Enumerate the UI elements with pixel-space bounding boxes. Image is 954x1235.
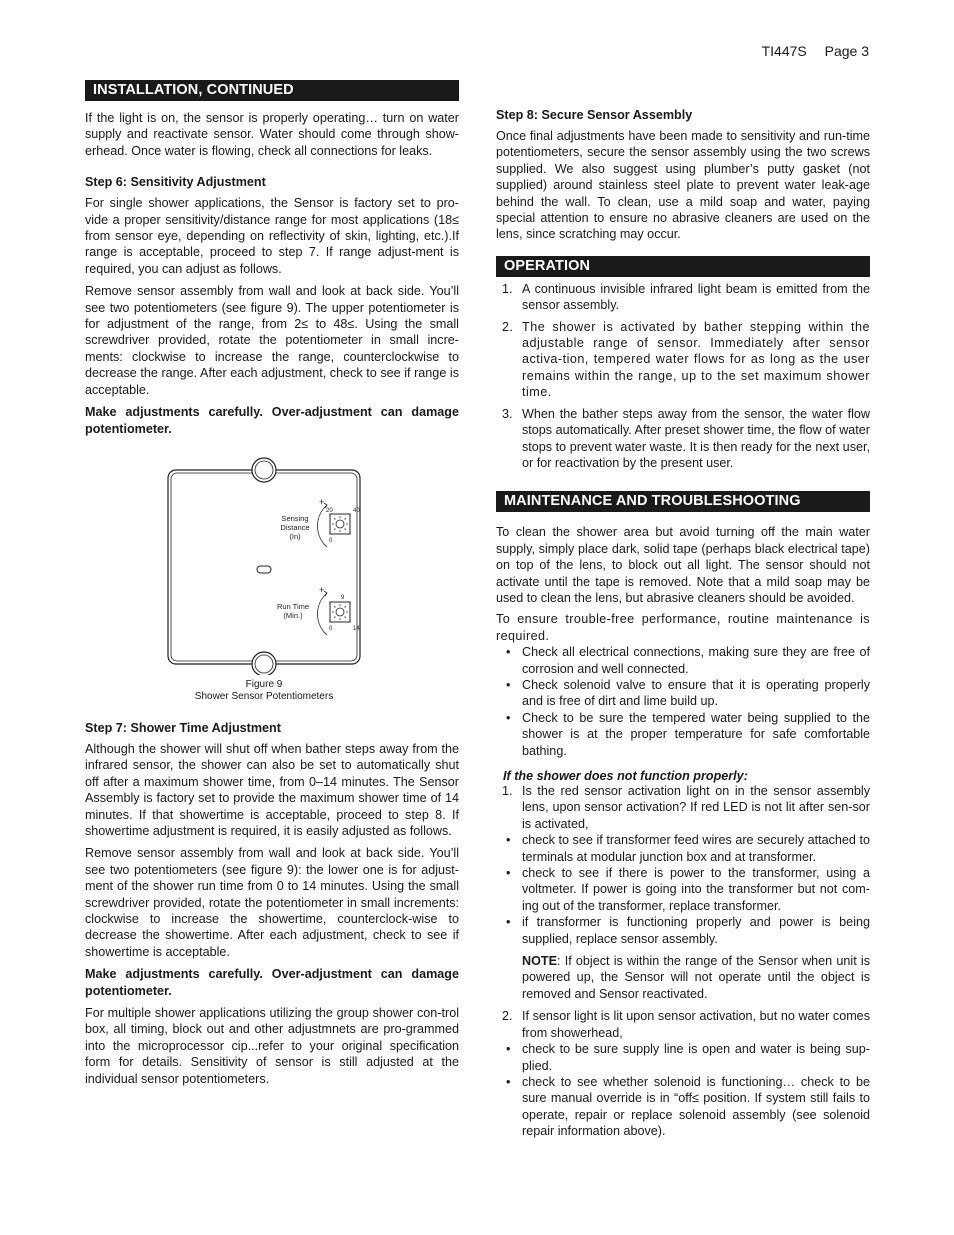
trouble-question-1: 1. Is the red sensor activation light on in the sensor assembly lens, upon sensor activation? If red LED is not lit after sen-sor is activated, [502, 784, 870, 831]
operation-item: 3. When the bather steps away from the sensor, the water flow stops automatically. After preset shower time, the flow of water stops to prevent water waste. It is then ready for the next user, or for reactivation by the present user. [502, 406, 870, 470]
trouble-item: • check to see if there is power to the transformer, using a voltmeter. If power is going into the transformer but not com-ing out of the transformer, replace transformer. [506, 866, 870, 913]
sensing-zero-label: 0 [329, 537, 333, 544]
trouble-item: • check to see whether solenoid is functioning… check to be sure manual override is in “off≤ position. If system still fails to operate, repair or replace solenoid assembly (see solenoid repair information above). [506, 1074, 870, 1139]
sensing-label-3: (In) [289, 531, 301, 541]
runtime-plus: + [319, 584, 325, 595]
maintenance-item: • Check all electrical connections, making sure they are free of corrosion and well connected. [506, 645, 870, 676]
step7-paragraph-3: For multiple shower applications utilizing the group shower con-trol box, all timing, block out and other adjustmnets are pro-grammed into the microprocessor cip...refer to your original specification form for details. Sensitivity of sensor is still adjusted at the individual sensor potentiometers. [85, 1006, 459, 1086]
step8-heading: Step 8: Secure Sensor Assembly [496, 108, 693, 122]
operation-item: 2. The shower is activated by bather stepping within the adjustable range of sensor. Immediately after sensor activa-tion, tempered water flows for as long as the user remains within the range, up to the set maximum shower time. [502, 319, 870, 400]
trouble-question-2: 2. If sensor light is lit upon sensor activation, but no water comes from showerhead, [502, 1009, 870, 1040]
maintenance-paragraph-2: To ensure trouble-free performance, routine maintenance is required. [496, 612, 870, 643]
step6-paragraph-2: Remove sensor assembly from wall and look at back side. You’ll see two potentiometers (see figure 9). The upper potentiometer is for adjustment of the range, from 2≤ to 48≤. Using the small screwdriver provided, rotate the potentiometer in small incre-ments: clockwise to increase the range, counterclockwise to decrease the range. After each adjustment, check to see if range is acceptable. [85, 284, 459, 397]
note-label: NOTE [522, 954, 557, 969]
sensing-label-1: Sensing [281, 513, 309, 523]
sensor-back-diagram [167, 457, 361, 675]
troubleshooting-heading: If the shower does not function properly: [503, 769, 748, 783]
right-column [496, 108, 870, 1140]
maintenance-item: • Check to be sure the tempered water being supplied to the shower is at the proper temperature for safe comfortable bathing. [506, 710, 870, 758]
sensing-plus: + [319, 496, 325, 507]
section-title-maintenance: MAINTENANCE AND TROUBLESHOOTING [496, 491, 870, 512]
figure-caption [85, 679, 443, 703]
trouble-list-1 [496, 832, 870, 947]
step7-warning: Make adjustments carefully. Over-adjustment can damage potentiometer. [85, 967, 459, 998]
step6-heading: Step 6: Sensitivity Adjustment [85, 175, 266, 190]
sensing-max-label: 40 [353, 507, 360, 514]
maintenance-list [496, 644, 870, 759]
step7-heading: Step 7: Shower Time Adjustment [85, 720, 281, 735]
runtime-mid-label: 9 [341, 594, 345, 601]
doc-code: TI447S [761, 43, 807, 59]
step7-paragraph-1: Although the shower will shut off when bather steps away from the infrared sensor, the shower can also be set to automatically shut off after a maximum shower time, from 0–14 minutes. The Sensor Assembly is factory set to provide the maximum shower time of 14 minutes. If that showertime is acceptable, proceed to step 8. If showertime adjustment is required, it is easily adjusted as follows. [85, 741, 459, 838]
intro-paragraph: If the light is on, the sensor is properly operating… turn on water supply and reactivate sensor. Water should come through show-erhead. Once water is flowing, check all connections for leaks. [85, 111, 459, 158]
step8-paragraph: Once final adjustments have been made to sensitivity and run-time potentiometers, secure the sensor assembly using the two screws supplied. We also suggest using plumber’s putty gasket (not supplied) around stainless steel plate to prevent water leak-age behind the wall. To clean, use a mild soap and water, paying special attention to ensure no abrasive cleaners are used on the lens, since scratching may occur. [496, 129, 870, 242]
trouble-item: • check to be sure supply line is open and water is being sup-plied. [506, 1042, 870, 1073]
step7-paragraph-2: Remove sensor assembly from wall and look at back side. You’ll see two potentiometers (see figure 9): the lower one is for adjust-ment of the shower run time from 0 to 14 minutes. Using the small screwdriver provided, rotate the potentiometer in small increments: clockwise to increase the showertime, counterclock-wise to decrease the showertime. After each adjustment, check to see if showertime is acceptable. [85, 846, 459, 959]
runtime-label-2: (Min.) [283, 610, 303, 620]
maintenance-item: • Check solenoid valve to ensure that it is operating properly and is free of dirt and lime build up. [506, 677, 870, 709]
left-column [85, 80, 459, 1087]
trouble-list-2 [496, 1041, 870, 1139]
section-title-installation: INSTALLATION, CONTINUED [85, 80, 459, 101]
sensing-min-label: 20 [326, 507, 333, 514]
trouble-item: • check to see if transformer feed wires are securely attached to terminals at modular junction box and at transformer. [506, 833, 870, 864]
operation-item: 1. A continuous invisible infrared light beam is emitted from the sensor assembly. [502, 281, 870, 313]
note-text: : If object is within the range of the Sensor when unit is powered up, the Sensor will not operate until the object is removed and Sensor reactivated. [522, 954, 870, 1001]
runtime-zero-label: 0 [329, 625, 333, 632]
note-block [496, 953, 870, 1002]
section-title-operation: OPERATION [496, 256, 870, 277]
figure-caption-number: Figure 9 [245, 678, 283, 690]
page-number: Page 3 [824, 43, 869, 59]
figure-caption-title: Shower Sensor Potentiometers [194, 690, 334, 702]
trouble-item: • if transformer is functioning properly and power is being supplied, replace sensor assembly. [506, 915, 870, 946]
runtime-label-1: Run Time [276, 601, 310, 611]
figure-9 [167, 457, 361, 675]
sensing-label-2: Distance [280, 522, 310, 532]
maintenance-paragraph-1: To clean the shower area but avoid turning off the main water supply, simply place dark, solid tape (perhaps black electrical tape) on top of the lens, to block out all light. The sensor should not activate until the tape is removed. Note that a mild soap may be used to clean the lens, but abrasive cleaners should be avoided. [496, 525, 870, 605]
operation-list [496, 281, 870, 471]
runtime-max-label: 14 [353, 625, 360, 632]
step6-paragraph-1: For single shower applications, the Sensor is factory set to pro-vide a proper sensitivity/distance range for most applications (18≤ from sensor eye, depending on reflectivity of skin, lighting, etc.).If range is acceptable, proceed to step 7. If range adjust-ment is required, you can adjust as follows. [85, 196, 459, 276]
step6-warning: Make adjustments carefully. Over-adjustment can damage potentiometer. [85, 405, 459, 436]
page-header [762, 43, 869, 59]
